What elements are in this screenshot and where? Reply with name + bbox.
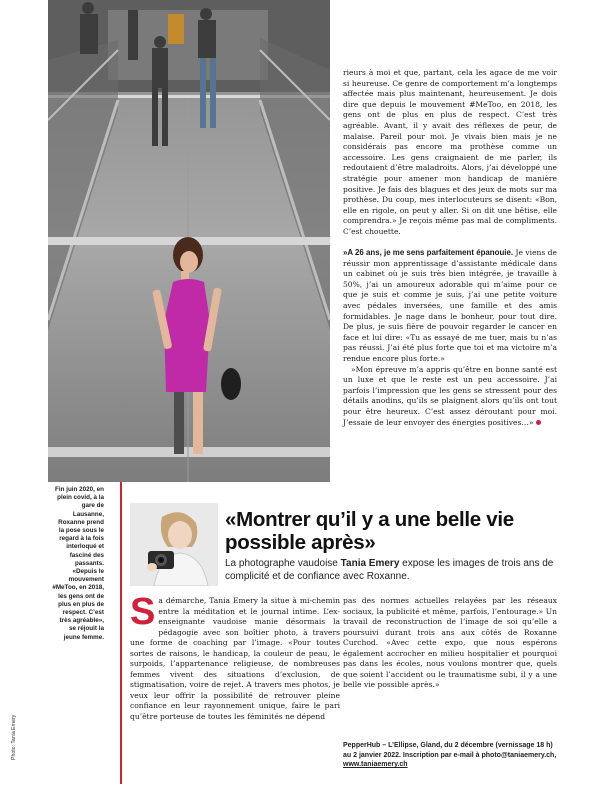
article-body-column [343,68,557,428]
standfirst-text: expose les images de trois ans de complicité et de confiance avec Roxanne. [225,558,554,582]
event-info [343,741,557,770]
photographer-portrait [130,503,218,586]
sidebar-headline: «Montrer qu’il y a une belle vie possible après» [225,508,514,554]
article-paragraph [343,248,557,365]
photo-credit: Photo: Tania Emery [11,714,17,760]
sidebar-column-left [130,591,340,722]
station-platform-illustration [48,0,330,482]
website-link[interactable]: www.taniaemery.ch [343,761,408,769]
photo-caption: Fin juin 2020, en plein covid, à la gare de Lausanne, Roxanne prend la pose sous le regard à la fois interloqué et fasciné des passants. «Depuis le mouvement #MeToo, en 2018, les gens ont de plus en plus de respect. C’est très agréable», se réjouit la jeune femme. [52,486,104,641]
sidebar-standfirst [225,557,565,583]
drop-cap: S [130,591,156,633]
article-paragraph [343,365,557,429]
sidebar-column-right: pas des normes actuelles relayées par les réseaux sociaux, la publicité et même, parfois, l’entourage.» Un travail de reconstruction de l’image de soi qu’elle a poursuivi durant trois ans aux côtés de Roxanne Curchod. «Avec cette expo, que nous espérons également accrocher en milieu hospitalier et pourquoi pas dans les écoles, nous voulons montrer que, quels que soient l’accident ou le traumatisme subi, il y a une belle vie possible après.» [343,596,557,689]
article-paragraph: rieurs à moi et que, partant, cela les agace de me voir si heureuse. Ce genre de comportement m’a longtemps affectée mais plus maintenant, heureusement. Je dois dire que depuis le mouvement #MeToo, en 2018, les gens ont de plus en plus de respect. C’est très agréable. Avant, il y avait des réflexes de peur, de malaise. Pareil pour moi. Je vivais bien mais je ne considérais pas encore ma prothèse comme un accessoire. Les gens craignaient de me parler, ils redoutaient d’être maladroits. Alors, j’ai développé une stratégie pour amener mon handicap de manière positive. Je fais des blagues et des jeux de mots sur ma prothèse. Du coup, mes interlocuteurs se disent: «Bon, elle en rigole, on peut y aller. Si on dit une bêtise, elle comprendra.» Je reçois même pas mal de compliments. C’est chouette. [343,68,557,236]
article-lead-sentence: »A 26 ans, je me sens parfaitement épanouie. [343,248,514,257]
standfirst-text: La photographe vaudoise [225,558,341,569]
article-paragraph-text: Je viens de réussir mon apprentissage d’assistante médicale dans un cabinet où je suis très bien intégrée, je travaille à 50%, j’ai un amoureux adorable qui m’aime pour ce que je suis et comme je suis, j’ai une petite voiture avec pédales inversées, une famille et des amis formidables. Je nage dans le bonheur, pour tout dire. De plus, je suis fière de pouvoir regarder le cancer en face et lui dire: «Tu as essayé de me tuer, mais tu n’as pas réussi. J’ai été plus forte que toi et ma victoire m’a rendue encore plus forte.» [343,248,557,363]
sidebar-accent-rule [120,482,122,784]
end-of-article-mark [536,420,541,425]
standfirst-photographer-name: Tania Emery [340,558,400,569]
article-paragraph-text: »Mon épreuve m’a appris qu’être en bonne santé est un luxe et que le reste est un peu accessoire. J’ai parfois l’impression que les gens se stressent pour des détails anodins, qu’ils se plaignent alors qu’ils ont tout pour être heureux. C’est assez déroutant pour moi. J’essaie de leur envoyer des énergies positives…» [343,364,557,427]
main-photo [48,0,330,482]
sidebar-column-text: a démarche, Tania Emery la situe à mi-chemin entre la méditation et le journal intime. L’ex-enseignante vaudoise manie désormais la pédagogie avec son boîtier photo, à travers une forme de coaching par l’image. «Pour toutes sortes de raisons, le handicap, la couleur de peau, le surpoids, l’appartenance religieuse, de nombreuses femmes vivent des situations d’exclusion, de stigmatisation, voire de rejet. A travers mes photos, je veux leur offrir la possibilité de retrouver pleine confiance en leur rayonnement unique, faire le pari qu’être porteuse de toutes les féminités ne dépend [130,596,340,721]
photographer-portrait-illustration [130,503,218,586]
event-info-text: PepperHub – L’Ellipse, Gland, du 2 décembre (vernissage 18 h) au 2 janvier 2022. Inscription par e-mail à photo@taniaemery.ch, [343,742,557,759]
